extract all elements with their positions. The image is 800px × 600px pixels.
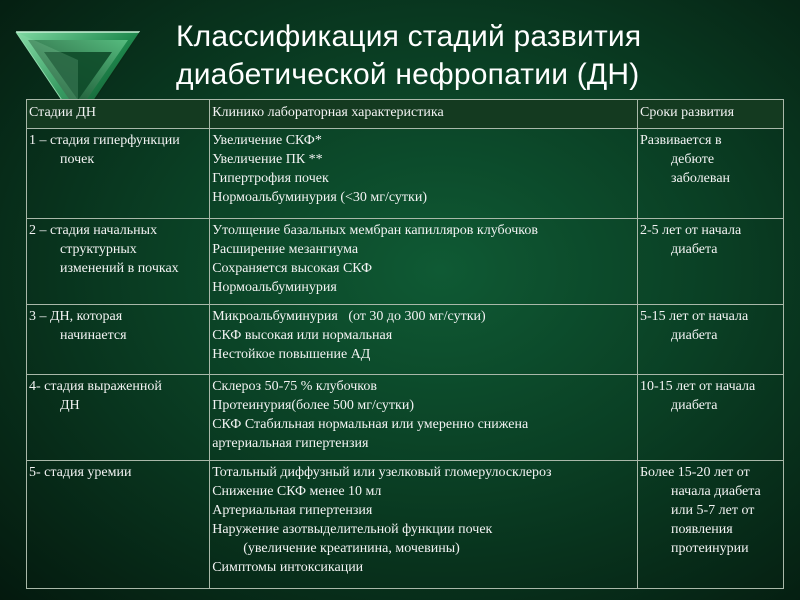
stage-line: начинается: [60, 328, 127, 343]
header-stage: Стадии ДН: [27, 100, 210, 129]
table-row: [27, 461, 784, 589]
stage-line: 4- стадия выраженной: [29, 379, 162, 394]
timing-line: Более 15-20 лет от: [640, 465, 750, 480]
stage-cell: [27, 219, 210, 305]
characteristic-line: Нормоальбуминурия: [212, 280, 337, 295]
characteristic-line: Симптомы интоксикации: [212, 560, 364, 575]
timing-cell: [638, 461, 784, 589]
timing-line: начала диабета: [671, 484, 761, 499]
header-timing: Сроки развития: [638, 100, 784, 129]
characteristics-cell: [210, 129, 638, 219]
stage-cell: [27, 375, 210, 461]
characteristic-line: Наружение азотвыделительной функции почек: [212, 522, 493, 537]
stage-line: 1 – стадия гиперфункции: [29, 133, 180, 148]
table-row: [27, 219, 784, 305]
table-row: [27, 305, 784, 375]
characteristic-line: Нормоальбуминурия (<30 мг/сутки): [212, 190, 428, 205]
stages-table: [26, 99, 784, 589]
table-header-row: [27, 100, 784, 129]
header-characteristics: Клинико лабораторная характеристика: [210, 100, 638, 129]
timing-cell: [638, 219, 784, 305]
table-row: [27, 129, 784, 219]
characteristic-line: артериальная гипертензия: [212, 436, 369, 451]
timing-cell: [638, 129, 784, 219]
stage-cell: [27, 129, 210, 219]
characteristic-line: Расширение мезангиума: [212, 242, 359, 257]
timing-line: дебюте: [671, 152, 715, 167]
characteristics-cell: [210, 219, 638, 305]
characteristic-line: Снижение СКФ менее 10 мл: [212, 484, 382, 499]
timing-line: заболеван: [671, 171, 731, 186]
stage-line: 3 – ДН, которая: [29, 309, 123, 324]
stage-cell: [27, 461, 210, 589]
characteristic-line: Склероз 50-75 % клубочков: [212, 379, 378, 394]
stage-cell: [27, 305, 210, 375]
characteristic-line: Тотальный диффузный или узелковый гломерулосклероз: [212, 465, 552, 480]
characteristics-cell: [210, 375, 638, 461]
characteristics-cell: [210, 461, 638, 589]
characteristic-line: Увеличение ПК **: [212, 152, 323, 167]
timing-cell: [638, 375, 784, 461]
stage-line: 5- стадия уремии: [29, 465, 132, 480]
stage-line: почек: [60, 152, 95, 167]
table-row: [27, 375, 784, 461]
timing-line: диабета: [671, 328, 718, 343]
timing-line: 2-5 лет от начала: [640, 223, 742, 238]
characteristic-line: Нестойкое повышение АД: [212, 347, 371, 362]
characteristic-line: СКФ высокая или нормальная: [212, 328, 393, 343]
page-title: Классификация стадий развития диабетической нефропатии (ДН): [176, 20, 642, 91]
characteristic-line: Протеинурия(более 500 мг/сутки): [212, 398, 414, 413]
characteristic-line: Сохраняется высокая СКФ: [212, 261, 373, 276]
timing-cell: [638, 305, 784, 375]
characteristic-line: Увеличение СКФ*: [212, 133, 322, 148]
characteristic-line: Утолщение базальных мембран капилляров клубочков: [212, 223, 539, 238]
stage-line: ДН: [60, 398, 80, 413]
stage-line: структурных: [60, 242, 137, 257]
stage-line: 2 – стадия начальных: [29, 223, 158, 238]
characteristic-line: СКФ Стабильная нормальная или умеренно снижена: [212, 417, 529, 432]
characteristic-line: Микроальбуминурия (от 30 до 300 мг/сутки): [212, 309, 486, 324]
timing-line: Развивается в: [640, 133, 722, 148]
characteristic-line: (увеличение креатинина, мочевины): [243, 541, 460, 556]
characteristic-line: Артериальная гипертензия: [212, 503, 373, 518]
timing-line: диабета: [671, 398, 718, 413]
characteristic-line: Гипертрофия почек: [212, 171, 329, 186]
timing-line: протеинурии: [671, 541, 749, 556]
timing-line: 5-15 лет от начала: [640, 309, 749, 324]
timing-line: диабета: [671, 242, 718, 257]
characteristics-cell: [210, 305, 638, 375]
stage-line: изменений в почках: [60, 261, 179, 276]
timing-line: появления: [671, 522, 733, 537]
timing-line: 10-15 лет от начала: [640, 379, 756, 394]
timing-line: или 5-7 лет от: [671, 503, 755, 518]
